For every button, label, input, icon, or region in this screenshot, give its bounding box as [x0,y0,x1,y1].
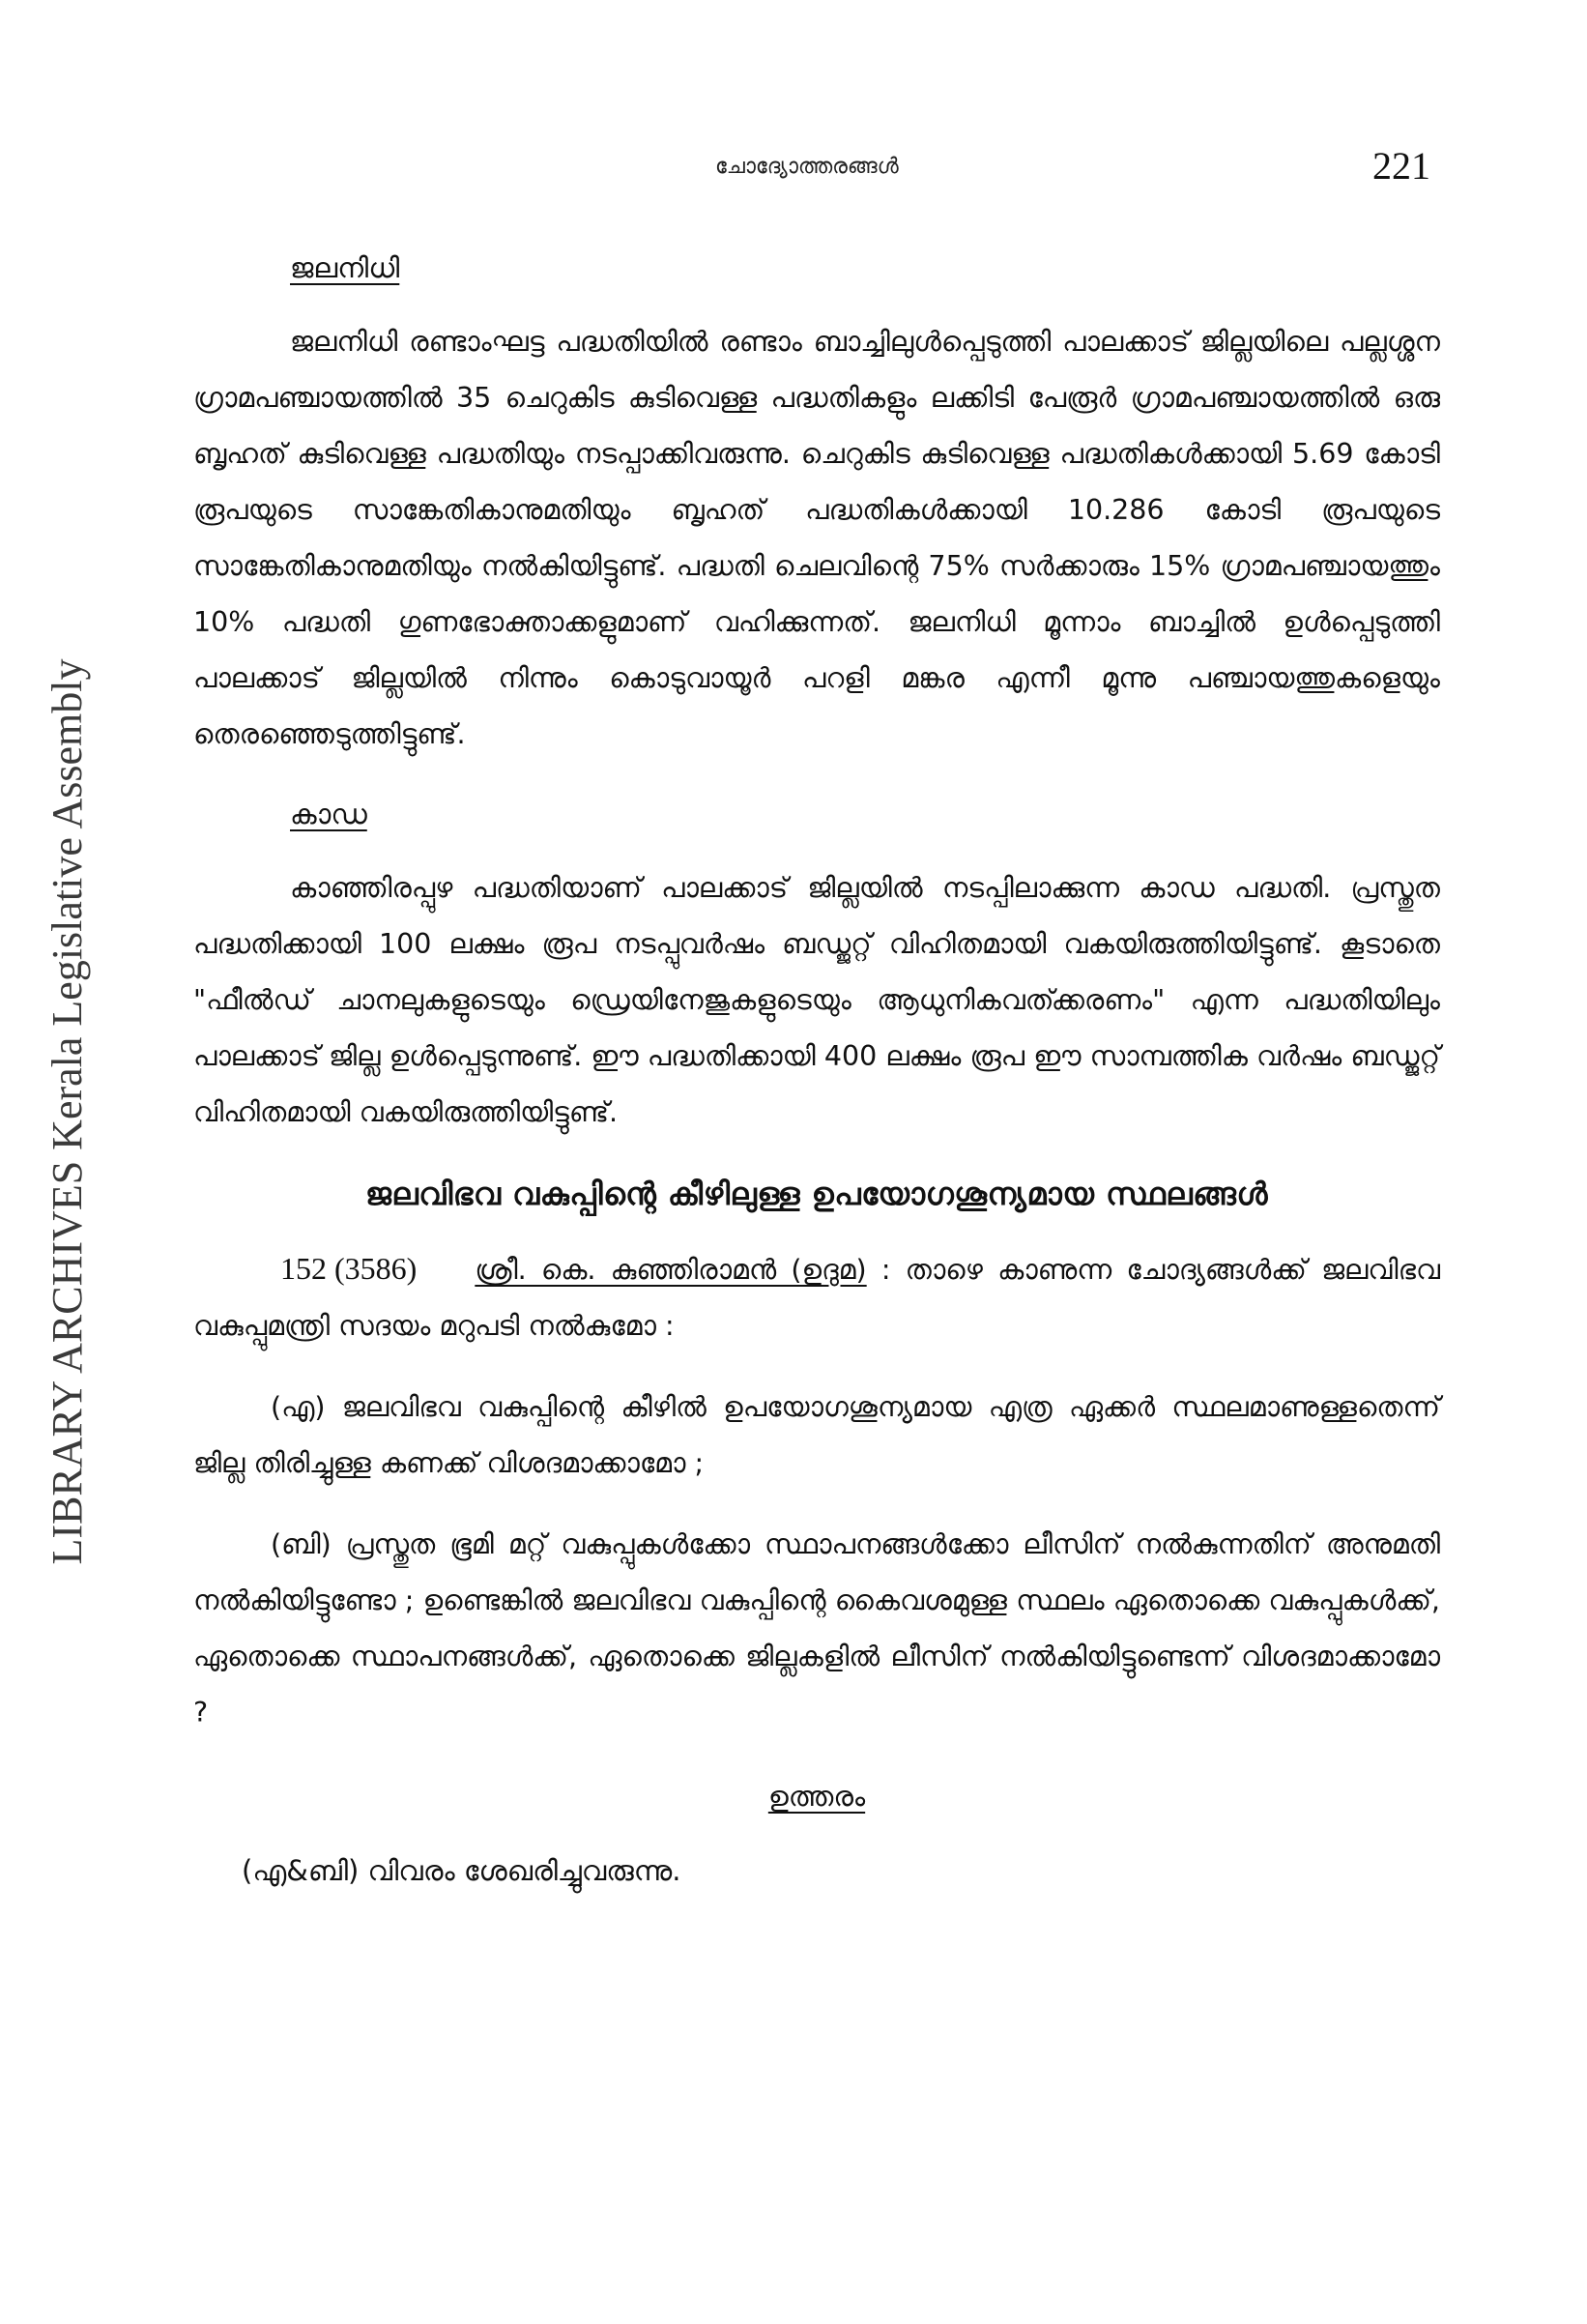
answer-text: (എ&ബി) വിവരം ശേഖരിച്ചുവരുന്നു. [242,1854,681,1887]
question-number: 152 (3586) [280,1251,418,1286]
question-part-a: (എ) ജലവിഭവ വകുപ്പിന്റെ കീഴിൽ ഉപയോഗശൂന്യമായ എത്ര ഏക്കർ സ്ഥലമാണുള്ളതെന്ന് ജില്ല തിരിച്ചുള്ള കണക്ക് വിശദമാക്കാമോ ; [193,1391,1440,1479]
member-name: ശ്രീ. കെ. കുഞ്ഞിരാമൻ (ഉദുമ) [475,1254,867,1286]
section-heading-jalanidhi: ജലനിധി [290,251,400,284]
question-title: ജലവിഭവ വകുപ്പിന്റെ കീഴിലുള്ള ഉപയോഗശൂന്യമായ സ്ഥലങ്ങൾ [365,1176,1268,1212]
archive-watermark: LIBRARY ARCHIVES Kerala Legislative Assembly [43,658,91,1565]
page-number: 221 [1372,144,1430,188]
section-heading-kadha: കാഡ [290,798,367,830]
page-content [193,251,1440,1927]
running-title: ചോദ്യോത്തരങ്ങൾ [715,155,899,179]
question-intro-line [193,1240,1440,1354]
answer-heading: ഉത്തരം [767,1780,866,1813]
question-intro: : താഴെ കാണുന്ന ചോദ്യങ്ങൾക്ക് ജലവിഭവ വകുപ്പുമന്ത്രി സദയം മറുപടി നൽകുമോ : [193,1254,1440,1342]
paragraph-kadha: കാഞ്ഞിരപ്പുഴ പദ്ധതിയാണ് പാലക്കാട് ജില്ലയിൽ നടപ്പിലാക്കുന്ന കാഡ പദ്ധതി. പ്രസ്തുത പദ്ധതിക്കായി 100 ലക്ഷം രൂപ നടപ്പുവർഷം ബഡ്ജറ്റ് വിഹിതമായി വകയിരുത്തിയിട്ടുണ്ട്. കൂടാതെ "ഫീൽഡ് ചാനലുകളുടെയും ഡ്രെയിനേജുകളുടെയും ആധുനികവത്ക്കരണം" എന്ന പദ്ധതിയിലും പാലക്കാട് ജില്ല ഉൾപ്പെടുന്നുണ്ട്. ഈ പദ്ധതിക്കായി 400 ലക്ഷം രൂപ ഈ സാമ്പത്തിക വർഷം ബഡ്ജറ്റ് വിഹിതമായി വകയിരുത്തിയിട്ടുണ്ട്. [193,872,1440,1128]
paragraph-jalanidhi: ജലനിധി രണ്ടാംഘട്ട പദ്ധതിയിൽ രണ്ടാം ബാച്ചിലുൾപ്പെടുത്തി പാലക്കാട് ജില്ലയിലെ പല്ലശ്ശന ഗ്രാമപഞ്ചായത്തിൽ 35 ചെറുകിട കുടിവെള്ള പദ്ധതികളും ലക്കിടി പേരൂർ ഗ്രാമപഞ്ചായത്തിൽ ഒരു ബൃഹത് കുടിവെള്ള പദ്ധതിയും നടപ്പാക്കിവരുന്നു. ചെറുകിട കുടിവെള്ള പദ്ധതികൾക്കായി 5.69 കോടി രൂപയുടെ സാങ്കേതികാനുമതിയും ബൃഹത് പദ്ധതികൾക്കായി 10.286 കോടി രൂപയുടെ സാങ്കേതികാനുമതിയും നൽകിയിട്ടുണ്ട്. പദ്ധതി ചെലവിന്റെ 75% സർക്കാരും 15% ഗ്രാമപഞ്ചായത്തും 10% പദ്ധതി ഗുണഭോക്താക്കളുമാണ് വഹിക്കുന്നത്. ജലനിധി മൂന്നാം ബാച്ചിൽ ഉൾപ്പെടുത്തി പാലക്കാട് ജില്ലയിൽ നിന്നും കൊടുവായൂർ പറളി മങ്കര എന്നീ മൂന്നു പഞ്ചായത്തുകളെയും തെരഞ്ഞെടുത്തിട്ടുണ്ട്. [193,326,1440,750]
question-part-b: (ബി) പ്രസ്തുത ഭൂമി മറ്റ് വകുപ്പുകൾക്കോ സ്ഥാപനങ്ങൾക്കോ ലീസിന് നൽകുന്നതിന് അനുമതി നൽകിയിട്ടുണ്ടോ ; ഉണ്ടെങ്കിൽ ജലവിഭവ വകുപ്പിന്റെ കൈവശമുള്ള സ്ഥലം ഏതൊക്കെ വകുപ്പുകൾക്ക്, ഏതൊക്കെ സ്ഥാപനങ്ങൾക്ക്, ഏതൊക്കെ ജില്ലകളിൽ ലീസിന് നൽകിയിട്ടുണ്ടെന്ന് വിശദമാക്കാമോ ? [193,1528,1440,1728]
